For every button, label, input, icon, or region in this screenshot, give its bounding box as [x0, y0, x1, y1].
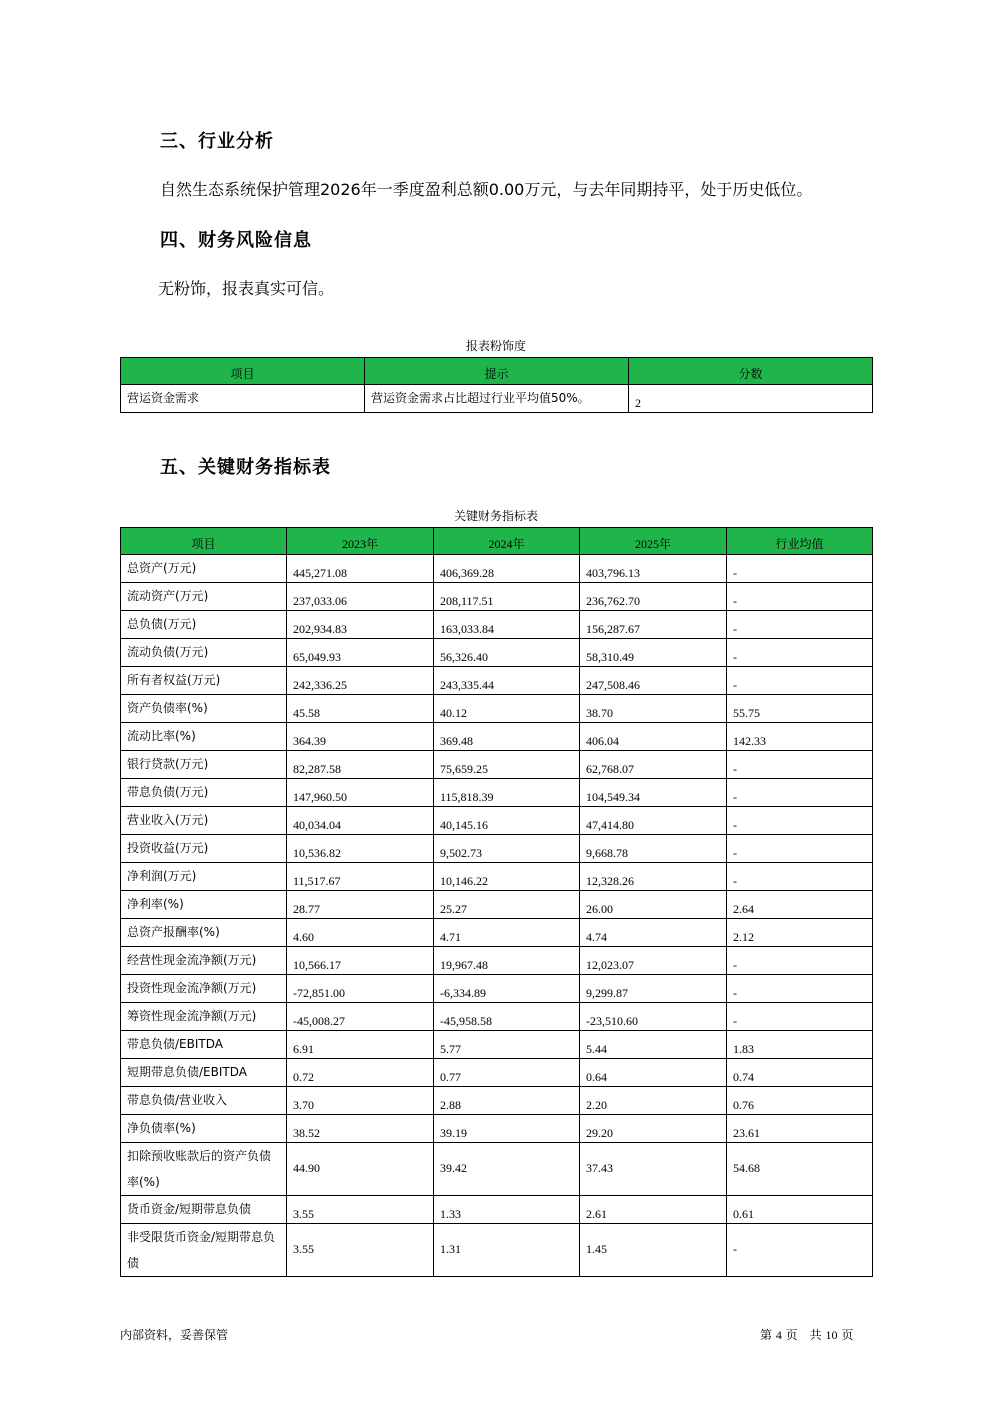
kpi-row-label: 净利润(万元) — [121, 863, 287, 891]
kpi-cell: 38.70 — [580, 695, 727, 723]
kpi-cell: 26.00 — [580, 891, 727, 919]
kpi-cell: 1.31 — [434, 1224, 580, 1277]
kpi-cell: 147,960.50 — [287, 779, 434, 807]
kpi-cell: 9,299.87 — [580, 975, 727, 1003]
kpi-cell: 4.60 — [287, 919, 434, 947]
kpi-cell: 75,659.25 — [434, 751, 580, 779]
kpi-cell: 12,328.26 — [580, 863, 727, 891]
kpi-cell: 10,536.82 — [287, 835, 434, 863]
table-row — [121, 751, 873, 779]
kpi-row-label: 投资收益(万元) — [121, 835, 287, 863]
table-row — [121, 1196, 873, 1224]
kpi-row-label: 总负债(万元) — [121, 611, 287, 639]
kpi-header-2025: 2025年 — [580, 528, 727, 555]
section-3-title: 三、行业分析 — [160, 131, 274, 152]
kpi-cell: 237,033.06 — [287, 583, 434, 611]
table-row — [121, 695, 873, 723]
kpi-row-label: 银行贷款(万元) — [121, 751, 287, 779]
kpi-cell: 38.52 — [287, 1115, 434, 1143]
kpi-row-label: 流动比率(%) — [121, 723, 287, 751]
kpi-row-label: 流动资产(万元) — [121, 583, 287, 611]
kpi-cell: 1.33 — [434, 1196, 580, 1224]
kpi-cell: 40,145.16 — [434, 807, 580, 835]
table-row — [121, 1224, 873, 1277]
kpi-cell: - — [727, 583, 873, 611]
kpi-cell: 208,117.51 — [434, 583, 580, 611]
kpi-cell: 2.64 — [727, 891, 873, 919]
page-mid: 页 共 — [785, 1328, 822, 1342]
kpi-cell: 55.75 — [727, 695, 873, 723]
kpi-cell: 403,796.13 — [580, 555, 727, 583]
kpi-cell: 25.27 — [434, 891, 580, 919]
kpi-cell: 364.39 — [287, 723, 434, 751]
kpi-cell: 37.43 — [580, 1143, 727, 1196]
kpi-cell: 3.55 — [287, 1224, 434, 1277]
risk-table — [120, 357, 873, 413]
kpi-cell: 40.12 — [434, 695, 580, 723]
table-row — [121, 947, 873, 975]
table-row — [121, 639, 873, 667]
kpi-cell: 11,517.67 — [287, 863, 434, 891]
kpi-row-label: 非受限货币资金/短期带息负债 — [121, 1224, 287, 1277]
kpi-cell: 0.72 — [287, 1059, 434, 1087]
page-indicator — [760, 1326, 853, 1343]
table-row — [121, 1059, 873, 1087]
kpi-cell: -45,958.58 — [434, 1003, 580, 1031]
kpi-cell: 406.04 — [580, 723, 727, 751]
table-row — [121, 807, 873, 835]
kpi-table — [120, 527, 873, 1277]
table-row — [121, 723, 873, 751]
kpi-row-label: 投资性现金流净额(万元) — [121, 975, 287, 1003]
kpi-cell: 2.61 — [580, 1196, 727, 1224]
kpi-cell: - — [727, 1003, 873, 1031]
table-row — [121, 863, 873, 891]
kpi-row-label: 流动负债(万元) — [121, 639, 287, 667]
kpi-row-label: 短期带息负债/EBITDA — [121, 1059, 287, 1087]
kpi-row-label: 营业收入(万元) — [121, 807, 287, 835]
kpi-cell: 242,336.25 — [287, 667, 434, 695]
table-row — [121, 667, 873, 695]
kpi-cell: - — [727, 555, 873, 583]
kpi-cell: 9,668.78 — [580, 835, 727, 863]
kpi-row-label: 所有者权益(万元) — [121, 667, 287, 695]
kpi-cell: - — [727, 863, 873, 891]
page-number: 4 — [775, 1328, 782, 1342]
kpi-cell: 406,369.28 — [434, 555, 580, 583]
kpi-header-item: 项目 — [121, 528, 287, 555]
kpi-header-2024: 2024年 — [434, 528, 580, 555]
kpi-cell: 40,034.04 — [287, 807, 434, 835]
kpi-cell: 39.42 — [434, 1143, 580, 1196]
kpi-cell: - — [727, 1224, 873, 1277]
kpi-cell: - — [727, 611, 873, 639]
kpi-cell: 247,508.46 — [580, 667, 727, 695]
kpi-cell: 1.45 — [580, 1224, 727, 1277]
kpi-cell: 3.70 — [287, 1087, 434, 1115]
kpi-cell: 0.76 — [727, 1087, 873, 1115]
risk-header-hint: 提示 — [365, 358, 629, 385]
kpi-cell: 28.77 — [287, 891, 434, 919]
kpi-cell: -23,510.60 — [580, 1003, 727, 1031]
kpi-cell: 0.74 — [727, 1059, 873, 1087]
kpi-cell: 4.71 — [434, 919, 580, 947]
kpi-cell: 115,818.39 — [434, 779, 580, 807]
table-row — [121, 779, 873, 807]
table-row — [121, 1003, 873, 1031]
kpi-row-label: 净负债率(%) — [121, 1115, 287, 1143]
kpi-cell: 62,768.07 — [580, 751, 727, 779]
kpi-row-label: 资产负债率(%) — [121, 695, 287, 723]
kpi-cell: - — [727, 947, 873, 975]
kpi-cell: 6.91 — [287, 1031, 434, 1059]
kpi-cell: 156,287.67 — [580, 611, 727, 639]
kpi-row-label: 带息负债(万元) — [121, 779, 287, 807]
kpi-cell: 4.74 — [580, 919, 727, 947]
kpi-table-caption: 关键财务指标表 — [453, 509, 538, 523]
kpi-row-label: 净利率(%) — [121, 891, 287, 919]
kpi-cell: 65,049.93 — [287, 639, 434, 667]
kpi-cell: 202,934.83 — [287, 611, 434, 639]
kpi-cell: 3.55 — [287, 1196, 434, 1224]
table-row — [121, 555, 873, 583]
kpi-cell: 369.48 — [434, 723, 580, 751]
table-row — [121, 385, 873, 413]
risk-score: 2 — [629, 385, 873, 413]
kpi-row-label: 总资产(万元) — [121, 555, 287, 583]
section-3-text: 自然生态系统保护管理2026年一季度盈利总额0.00万元，与去年同期持平，处于历史低位。 — [160, 180, 813, 199]
kpi-row-label: 筹资性现金流净额(万元) — [121, 1003, 287, 1031]
kpi-cell: 243,335.44 — [434, 667, 580, 695]
kpi-cell: 29.20 — [580, 1115, 727, 1143]
kpi-cell: 39.19 — [434, 1115, 580, 1143]
page-prefix: 第 — [760, 1328, 773, 1342]
kpi-cell: 9,502.73 — [434, 835, 580, 863]
kpi-cell: -72,851.00 — [287, 975, 434, 1003]
kpi-cell: 5.44 — [580, 1031, 727, 1059]
page-total: 10 — [825, 1328, 838, 1342]
page-suffix: 页 — [841, 1328, 854, 1342]
risk-header-score: 分数 — [629, 358, 873, 385]
kpi-row-label: 扣除预收账款后的资产负债率(%) — [121, 1143, 287, 1196]
kpi-cell: - — [727, 667, 873, 695]
kpi-cell: - — [727, 779, 873, 807]
kpi-cell: 54.68 — [727, 1143, 873, 1196]
kpi-cell: 104,549.34 — [580, 779, 727, 807]
kpi-cell: 445,271.08 — [287, 555, 434, 583]
kpi-cell: - — [727, 751, 873, 779]
kpi-header-industry-avg: 行业均值 — [727, 528, 873, 555]
kpi-cell: 2.88 — [434, 1087, 580, 1115]
kpi-header-2023: 2023年 — [287, 528, 434, 555]
kpi-cell: 2.20 — [580, 1087, 727, 1115]
risk-table-caption: 报表粉饰度 — [465, 339, 526, 353]
table-row — [121, 1115, 873, 1143]
kpi-row-label: 经营性现金流净额(万元) — [121, 947, 287, 975]
risk-hint: 营运资金需求占比超过行业平均值50%。 — [365, 385, 629, 413]
table-row — [121, 835, 873, 863]
risk-table-header — [121, 358, 873, 385]
section-4-title: 四、财务风险信息 — [160, 230, 312, 251]
table-row — [121, 891, 873, 919]
kpi-cell: 58,310.49 — [580, 639, 727, 667]
kpi-cell: -6,334.89 — [434, 975, 580, 1003]
kpi-cell: 163,033.84 — [434, 611, 580, 639]
kpi-cell: 5.77 — [434, 1031, 580, 1059]
kpi-cell: 1.83 — [727, 1031, 873, 1059]
kpi-cell: 0.64 — [580, 1059, 727, 1087]
kpi-cell: 56,326.40 — [434, 639, 580, 667]
table-row — [121, 583, 873, 611]
kpi-cell: - — [727, 835, 873, 863]
kpi-cell: 44.90 — [287, 1143, 434, 1196]
table-row — [121, 975, 873, 1003]
risk-header-item: 项目 — [121, 358, 365, 385]
kpi-cell: 0.77 — [434, 1059, 580, 1087]
kpi-cell: 82,287.58 — [287, 751, 434, 779]
kpi-table-body — [121, 555, 873, 1277]
risk-item: 营运资金需求 — [121, 385, 365, 413]
kpi-cell: - — [727, 639, 873, 667]
kpi-cell: 142.33 — [727, 723, 873, 751]
kpi-cell: 23.61 — [727, 1115, 873, 1143]
kpi-cell: 45.58 — [287, 695, 434, 723]
kpi-row-label: 总资产报酬率(%) — [121, 919, 287, 947]
table-row — [121, 611, 873, 639]
table-row — [121, 1143, 873, 1196]
table-row — [121, 1031, 873, 1059]
kpi-row-label: 货币资金/短期带息负债 — [121, 1196, 287, 1224]
kpi-cell: 236,762.70 — [580, 583, 727, 611]
kpi-table-header — [121, 528, 873, 555]
kpi-row-label: 带息负债/EBITDA — [121, 1031, 287, 1059]
section-4-text: 无粉饰，报表真实可信。 — [158, 279, 335, 298]
kpi-cell: - — [727, 975, 873, 1003]
kpi-cell: 47,414.80 — [580, 807, 727, 835]
kpi-row-label: 带息负债/营业收入 — [121, 1087, 287, 1115]
footer-note: 内部资料，妥善保管 — [120, 1328, 229, 1342]
kpi-cell: 10,566.17 — [287, 947, 434, 975]
section-5-title: 五、关键财务指标表 — [160, 457, 331, 478]
table-row — [121, 1087, 873, 1115]
kpi-cell: 0.61 — [727, 1196, 873, 1224]
kpi-cell: - — [727, 807, 873, 835]
table-row — [121, 919, 873, 947]
kpi-cell: 10,146.22 — [434, 863, 580, 891]
kpi-cell: 12,023.07 — [580, 947, 727, 975]
kpi-cell: -45,008.27 — [287, 1003, 434, 1031]
kpi-cell: 19,967.48 — [434, 947, 580, 975]
kpi-cell: 2.12 — [727, 919, 873, 947]
